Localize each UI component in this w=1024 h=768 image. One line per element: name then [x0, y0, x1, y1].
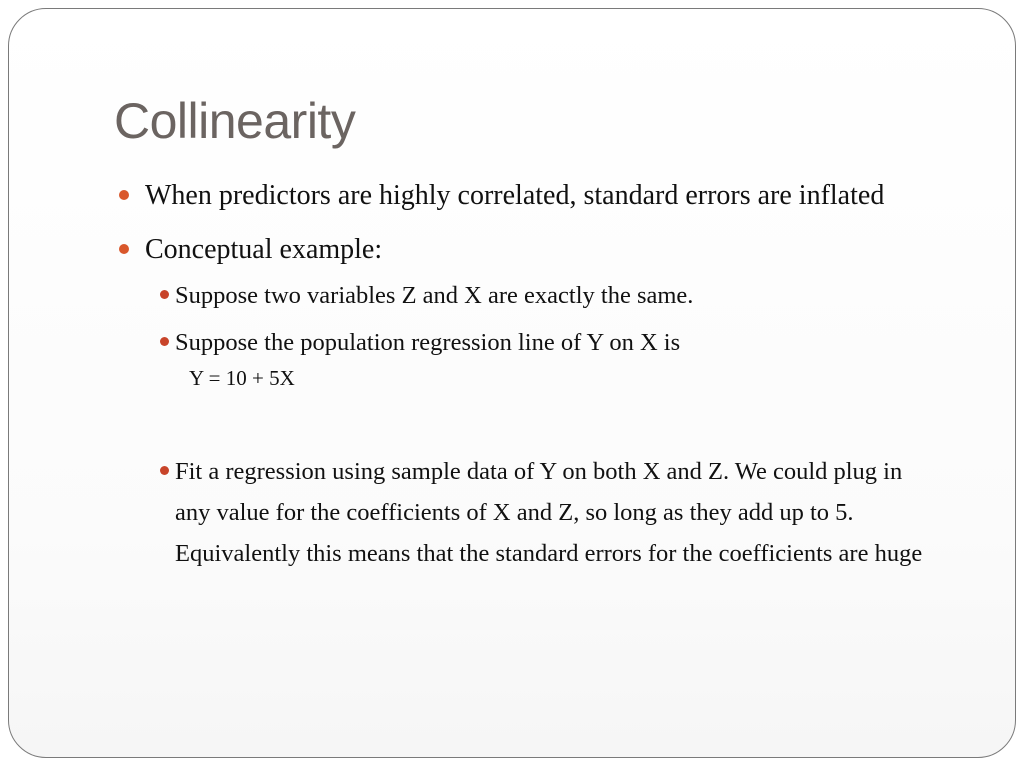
bullet-dot-icon — [119, 190, 129, 200]
sub-bullet-item — [113, 451, 943, 574]
slide-body — [113, 174, 943, 574]
bullet-item — [113, 228, 943, 272]
bullet-text: When predictors are highly correlated, standard errors are inflated — [145, 180, 885, 211]
sub-bullet-item — [113, 322, 943, 363]
bullet-dot-icon — [160, 466, 169, 475]
bullet-text: Conceptual example: — [145, 234, 383, 265]
sub-bullet-text: Suppose two variables Z and X are exactly the same. — [175, 282, 694, 309]
slide — [8, 8, 1016, 758]
bullet-dot-icon — [160, 337, 169, 346]
sub-bullet-item — [113, 275, 943, 316]
bullet-item — [113, 174, 943, 218]
bullet-dot-icon — [160, 290, 169, 299]
bullet-dot-icon — [119, 244, 129, 254]
slide-title: Collinearity — [114, 93, 356, 149]
regression-equation: Y = 10 + 5X — [189, 366, 295, 390]
sub-bullet-text: Fit a regression using sample data of Y on both X and Z. We could plug in any value for the coefficients of X and Z, so long as they add up to 5. Equivalently this means that the standard errors for the coefficients are huge — [175, 458, 923, 567]
sub-bullet-text: Suppose the population regression line of Y on X is — [175, 329, 681, 356]
